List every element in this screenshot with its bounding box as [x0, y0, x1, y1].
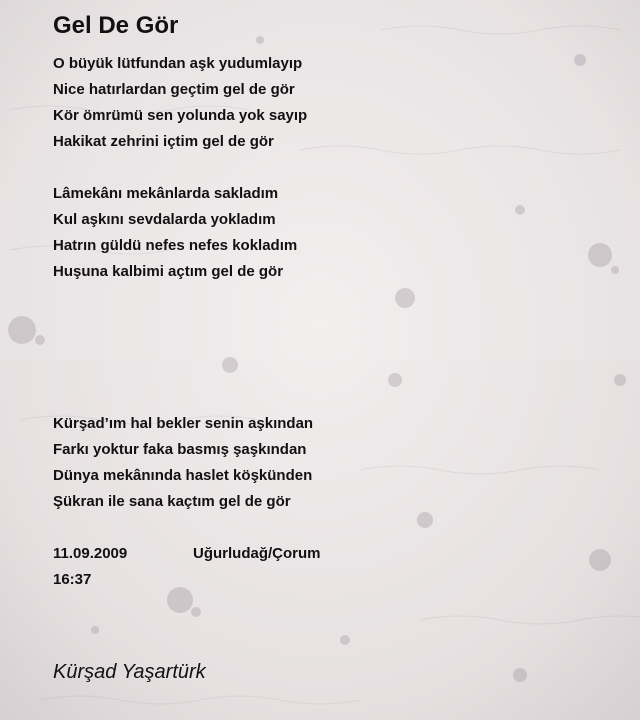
poem-date: 11.09.2009: [53, 545, 128, 562]
poem-line: Kürşad’ım hal bekler senin aşkından: [53, 415, 314, 432]
poem-line: Lâmekânı mekânlarda sakladım: [53, 185, 279, 202]
poem-line: Hakikat zehrini içtim gel de gör: [53, 133, 274, 150]
poem-line: Farkı yoktur faka basmış şaşkından: [53, 441, 307, 458]
stanza-3: [53, 411, 313, 515]
poem-line: Nice hatırlardan geçtim gel de gör: [53, 81, 295, 98]
poem-place: Uğurludağ/Çorum: [193, 545, 321, 562]
stanza-1: [53, 51, 307, 155]
poem-line: Hatrın güldü nefes nefes kokladım: [53, 237, 298, 254]
poem-line: Şükran ile sana kaçtım gel de gör: [53, 493, 291, 510]
poem-line: Kör ömrümü sen yolunda yok sayıp: [53, 107, 308, 124]
poem-title: Gel De Gör: [53, 12, 179, 39]
date-place-row: [53, 541, 321, 567]
poem-author: Kürşad Yaşartürk: [53, 661, 206, 683]
poem-line: Huşuna kalbimi açtım gel de gör: [53, 263, 284, 280]
poem-line: Kul aşkını sevdalarda yokladım: [53, 211, 276, 228]
poem-line: Dünya mekânında haslet köşkünden: [53, 467, 313, 484]
poem-meta: [53, 541, 321, 593]
poem-line: O büyük lütfundan aşk yudumlayıp: [53, 55, 303, 72]
stanza-2: [53, 181, 297, 285]
poem-time: 16:37: [53, 571, 92, 588]
